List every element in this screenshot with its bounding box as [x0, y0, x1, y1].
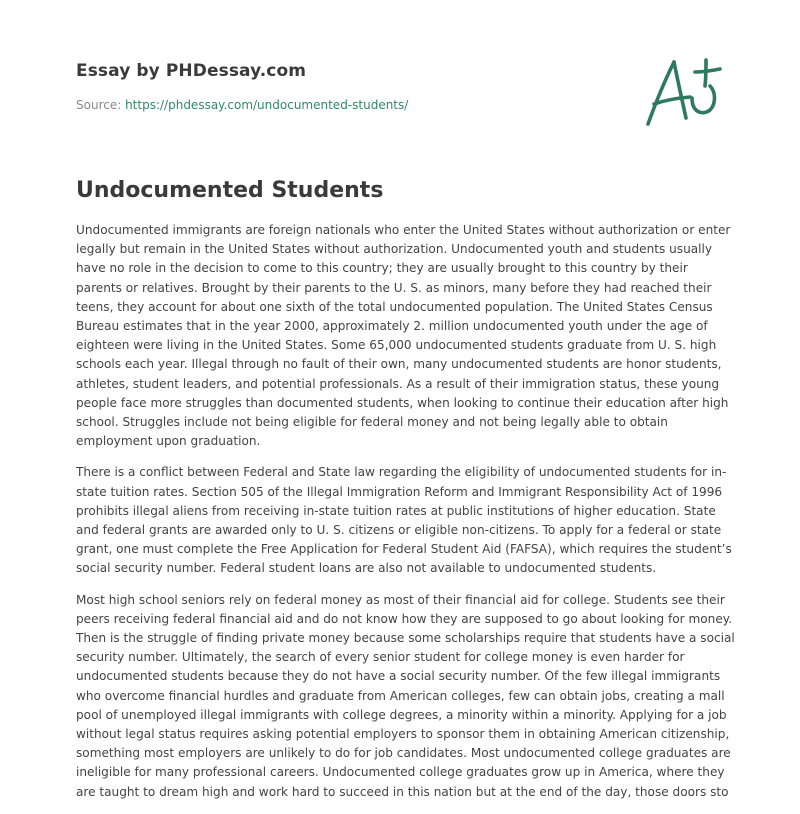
site-brand: Essay by PHDessay.com — [76, 61, 307, 81]
source-label: Source: — [76, 98, 126, 112]
essay-body — [76, 221, 736, 814]
essay-paragraph: There is a conflict between Federal and State law regarding the eligibility of undocumented students for in-state tuition rates. Section 505 of the Illegal Immigration Reform and Immigrant Responsibility Act of 1996 prohibits illegal aliens from receiving in-state tuition rates at public institutions of higher education. State and federal grants are awarded only to U. S. citizens or eligible non-citizens. To apply for a federal or state grant, one must complete the Free Application for Federal Student Aid (FAFSA), which requires the student’s social security number. Federal student loans are also not available to undocumented students. — [76, 465, 732, 576]
page-header — [76, 60, 408, 113]
a-plus-logo-icon — [640, 52, 730, 132]
source-link[interactable]: https://phdessay.com/undocumented-students/ — [125, 98, 409, 112]
essay-paragraph: Most high school seniors rely on federal money as most of their financial aid for college. Students see their peers receiving federal financial aid and do not know how they are supposed to go about looking for money. Then is the struggle of finding private money because some scholarships require that students have a social security number. Ultimately, the search of every senior student for college money is even harder for undocumented students because they do not have a social security number. Of the few illegal immigrants who overcome financial hurdles and graduate from American colleges, few can obtain jobs, creating a mall pool of unemployed illegal immigrants with college degrees, a minority within a minority. Applying for a job without legal status requires asking potential employers to sponsor them in obtaining American citizenship, something most employers are unlikely to do for job candidates. Most undocumented college graduates are ineligible for many professional careers. Undocumented college graduates grow up in America, where they are taught to dream high and work hard to succeed in this nation but at the end of the day, those doors sto — [76, 592, 735, 799]
essay-paragraph: Undocumented immigrants are foreign nationals who enter the United States without authorization or enter legally but remain in the United States without authorization. Undocumented youth and students usually have no role in the decision to come to this country; they are usually brought to this country by their parents or relatives. Brought by their parents to the U. S. as minors, many before they had reached their teens, they account for about one sixth of the total undocumented population. The United States Census Bureau estimates that in the year 2000, approximately 2. million undocumented youth under the age of eighteen were living in the United States. Some 65,000 undocumented students graduate from U. S. high schools each year. Illegal through no fault of their own, many undocumented students are honor students, athletes, student leaders, and potential professionals. As a result of their immigration status, these young people face more struggles than documented students, when looking to continue their education after high school. Struggles include not being eligible for federal money and not being legally able to obtain employment upon graduation. — [76, 223, 731, 449]
source-line — [76, 97, 408, 113]
essay-title: Undocumented Students — [76, 178, 384, 203]
